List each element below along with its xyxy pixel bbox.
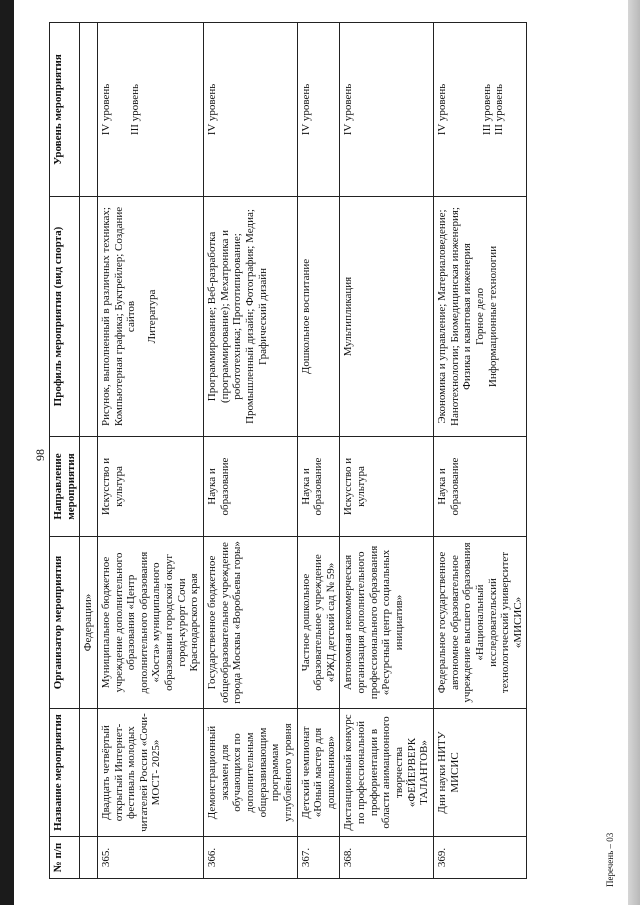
event-organizer: Федеральное государственное автономное образовательное учреждение высшего образования «Национальный исследовательский технологический университет «МИСИС»	[433, 537, 526, 709]
event-name: Детский чемпионат «Юный мастер для дошкольников»	[297, 709, 340, 837]
event-level: IV уровень	[340, 23, 433, 197]
event-organizer: Автономная некоммерческая организация дополнительного профессионального образования «Ресурсный центр социальных инициатив»	[340, 537, 433, 709]
event-direction: Искусство и культура	[97, 437, 203, 537]
rotated-content	[33, 17, 615, 887]
profile-item: Информационные технологии	[486, 245, 499, 388]
level-item: III уровень	[480, 83, 493, 136]
table-row	[433, 23, 526, 879]
profile-item: Горное дело	[473, 288, 486, 346]
event-name: Двадцать четвёртый открытый Интернет-фестиваль молодых читателей России «Сочи-МОСТ- 2025»	[97, 709, 203, 837]
header-profile: Профиль мероприятия (вид спорта)	[50, 197, 80, 437]
event-direction: Наука и образование	[204, 437, 297, 537]
profile-item: Рисунок, выполненный в различных техниках; Компьютерная графика; Буктрейлер; Создание сайтов	[99, 206, 138, 427]
row-number: 368.	[340, 837, 433, 879]
profile-item: Экономика и управление; Материаловедение; Нанотехнологии; Биомедицинская инженерия; Физика и квантовая инженерия	[435, 207, 474, 426]
page-number: 98	[33, 449, 47, 461]
row-number: 367.	[297, 837, 340, 879]
level-item: III уровень	[128, 83, 141, 136]
event-organizer: Государственное бюджетное общеобразовательное учреждение города Москвы «Воробьевы горы»	[204, 537, 297, 709]
events-table	[49, 22, 527, 879]
event-profile	[97, 197, 203, 437]
event-direction: Искусство и культура	[340, 437, 433, 537]
continuation-text: Федерации»	[80, 537, 98, 709]
event-direction: Наука и образование	[297, 437, 340, 537]
event-level	[97, 23, 203, 197]
event-organizer: Муниципальное бюджетное учреждение дополнительного образования «Центр дополнительного образования «Хоста» муниципального образования городской округ город-курорт Сочи Краснодарского края	[97, 537, 203, 709]
row-number: 366.	[204, 837, 297, 879]
row-number: 365.	[97, 837, 203, 879]
event-profile: Дошкольное воспитание	[297, 197, 340, 437]
level-item: IV уровень	[99, 83, 112, 136]
event-level	[433, 23, 526, 197]
table-row	[297, 23, 340, 879]
event-level: IV уровень	[297, 23, 340, 197]
event-level: IV уровень	[204, 23, 297, 197]
header-num: № п/п	[50, 837, 80, 879]
level-item: IV уровень	[435, 83, 448, 136]
table-row	[97, 23, 203, 879]
profile-item: Литература	[145, 289, 158, 344]
table-row	[340, 23, 433, 879]
row-number: 369.	[433, 837, 526, 879]
event-organizer: Частное дошкольное образовательное учреждение «РЖД детский сад № 59»	[297, 537, 340, 709]
header-name: Название мероприятия	[50, 709, 80, 837]
event-name: Дистанционный конкурс по профессиональной профориентации в области анимационного творчества «ФЕЙЕРВЕРК ТАЛАНТОВ»	[340, 709, 433, 837]
continuation-row	[80, 23, 98, 879]
event-profile: Мультипликация	[340, 197, 433, 437]
header-direction: Направление мероприятия	[50, 437, 80, 537]
table-row	[204, 23, 297, 879]
scan-edge-left	[0, 0, 14, 905]
table-header-row	[50, 23, 80, 879]
scan-edge-right	[628, 0, 640, 905]
header-level: Уровень мероприятия	[50, 23, 80, 197]
event-profile	[433, 197, 526, 437]
header-organizer: Организатор мероприятия	[50, 537, 80, 709]
event-name: Дни науки НИТУ МИСИС	[433, 709, 526, 837]
event-profile: Программирование; Веб-разработка (программирование); Мехатроника и робототехника; Прототипирование; Промышленный дизайн; Фотография; Медиа; Графический дизайн	[204, 197, 297, 437]
event-direction: Наука и образование	[433, 437, 526, 537]
level-item: III уровень	[493, 83, 506, 136]
event-name: Демонстрационный экзамен для обучающихся по дополнительным общеразвивающим программам углублённого уровня	[204, 709, 297, 837]
footer-note: Перечень – 03	[605, 832, 615, 887]
